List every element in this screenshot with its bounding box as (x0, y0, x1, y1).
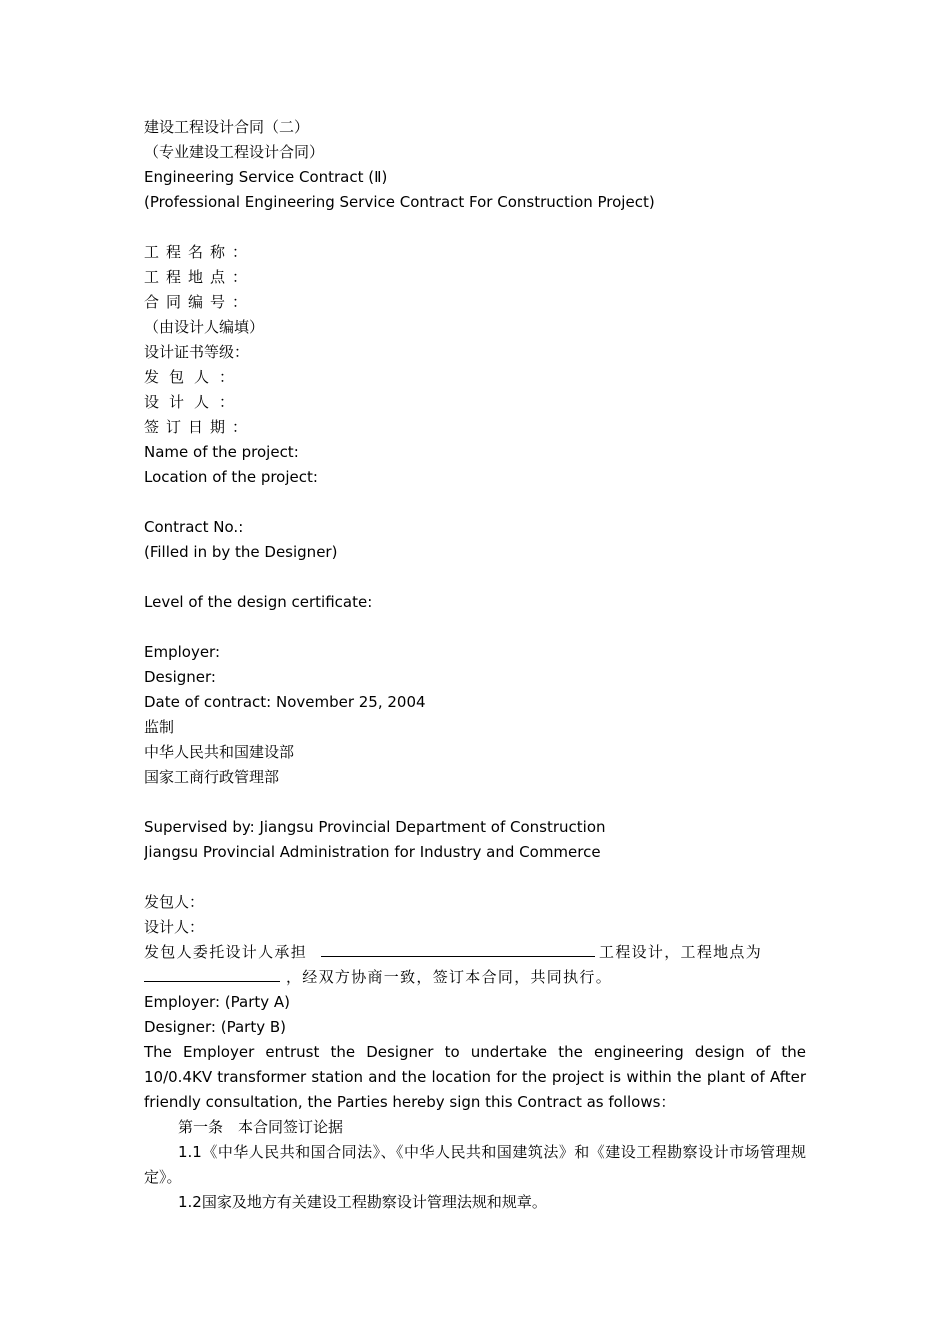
field-contract-no-cn: 合同编号： (144, 293, 255, 311)
supervision-line1-en: Supervised by: Jiangsu Provincial Department of Construction (144, 818, 606, 836)
article1-item1 (144, 1140, 806, 1190)
entrust-part2-cn: 工程设计，工程地点为 (599, 943, 763, 961)
party-designer-en: Designer: (Party B) (144, 1018, 286, 1036)
article1-item2-text: 国家及地方有关建设工程勘察设计管理法规和规章。 (201, 1193, 547, 1211)
field-sign-date-cn: 签订日期： (144, 418, 255, 436)
party-employer-cn: 发包人： (144, 893, 205, 911)
field-designer-en: Designer: (144, 668, 216, 686)
subtitle-en: (Professional Engineering Service Contract For Construction Project) (144, 193, 655, 211)
spacer (144, 490, 806, 515)
field-designer-cn: 设计人： (144, 393, 245, 411)
field-filled-by-cn: （由设计人编填） (144, 318, 265, 336)
supervision-org1-cn: 中华人民共和国建设部 (144, 743, 295, 761)
spacer (144, 565, 806, 590)
field-certificate-level-cn: 设计证书等级： (144, 343, 250, 361)
project-blank-line (321, 941, 595, 957)
title-cn: 建设工程设计合同（二） (144, 118, 310, 136)
field-project-location-cn: 工程地点： (144, 268, 255, 286)
field-project-location-en: Location of the project: (144, 468, 318, 486)
supervision-org2-cn: 国家工商行政管理部 (144, 768, 280, 786)
entrust-paragraph-cn (144, 940, 806, 990)
location-blank-line (144, 966, 280, 982)
subtitle-cn: （专业建设工程设计合同） (144, 143, 325, 161)
field-certificate-level-en: Level of the design certificate: (144, 593, 373, 611)
article1-item2 (144, 1190, 806, 1215)
title-en: Engineering Service Contract (Ⅱ) (144, 168, 388, 186)
supervision-line2-en: Jiangsu Provincial Administration for Industry and Commerce (144, 843, 601, 861)
article1-item1-number: 1.1 (178, 1143, 202, 1161)
entrust-part3-cn: ，经双方协商一致，签订本合同，共同执行。 (286, 968, 613, 986)
article1-item2-number: 1.2 (178, 1193, 202, 1211)
party-employer-en: Employer: (Party A) (144, 993, 291, 1011)
entrust-part1-cn: 发包人委托设计人承担 (144, 943, 308, 961)
supervision-label-cn: 监制 (144, 718, 175, 736)
spacer (144, 215, 806, 240)
article1-item1-text: 《中华人民共和国合同法》、《中华人民共和国建筑法》和《建设工程勘察设计市场管理规定》。 (144, 1143, 806, 1186)
entrust-paragraph-en: The Employer entrust the Designer to undertake the engineering design of the 10/0.4KV transformer station and the location for the project is within the plant of After friendly consultation, the Parties hereby sign this Contract as follows： (144, 1043, 806, 1111)
spacer (144, 615, 806, 640)
field-contract-no-en: Contract No.: (144, 518, 244, 536)
field-contract-date-en: Date of contract: November 25, 2004 (144, 693, 426, 711)
field-employer-en: Employer: (144, 643, 221, 661)
field-project-name-cn: 工程名称： (144, 243, 255, 261)
field-employer-cn: 发包人： (144, 368, 245, 386)
article1-heading: 第一条 本合同签订论据 (178, 1118, 344, 1136)
spacer (144, 865, 806, 890)
field-project-name-en: Name of the project: (144, 443, 299, 461)
field-filled-by-en: (Filled in by the Designer) (144, 543, 338, 561)
party-designer-cn: 设计人： (144, 918, 205, 936)
document-page (144, 115, 806, 1215)
spacer (144, 790, 806, 815)
